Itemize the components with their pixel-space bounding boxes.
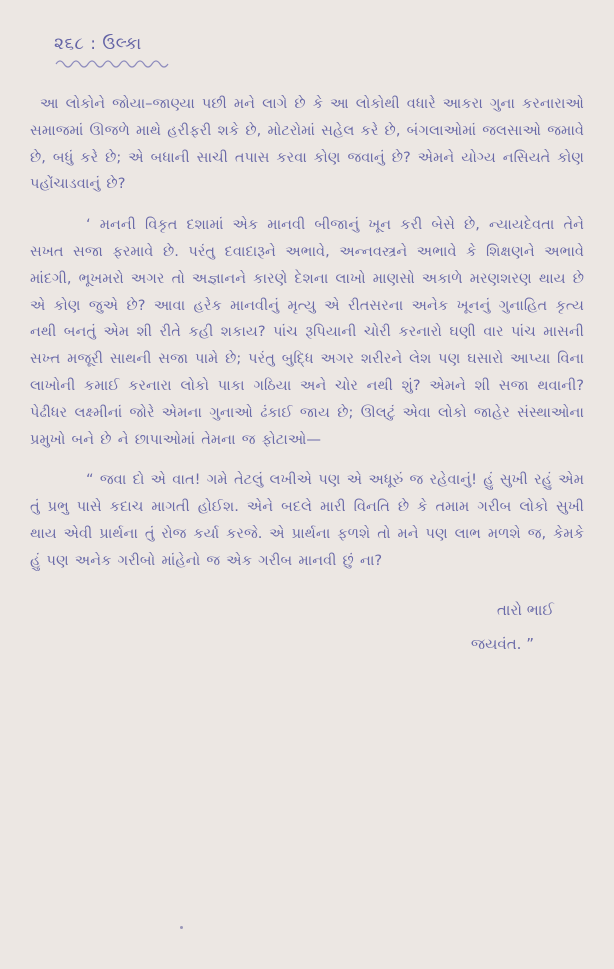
signature-name: જયવંત. ” [470,634,534,653]
paragraph-2: ‘ મનની વિકૃત દશામાં એક માનવી બીજાનું ખૂન કરી બેસે છે, ન્યાયદેવતા તેને સખત સજા ફરમાવે છે. પરંતુ દવાદારૂને અભાવે, અન્નવસ્ત્રને અભાવે કે શિક્ષણને અભાવે માંદગી, ભૂખમરો અગર તો અજ્ઞાનને કારણે દેશના લાખો માણસો અકાળે મરણશરણ થાય છે એ કોણ જુએ છે? આવા હરેક માનવીનું મૃત્યુ એ રીતસરના અનેક ખૂનનું ગુનાહિત કૃત્ય નથી બનતું એમ શી રીતે કહી શકાય? પાંચ રૂપિયાની ચોરી કરનારો ઘણી વાર પાંચ માસની સખ્ત મજૂરી સાથની સજા પામે છે; પરંતુ બુદ્ધિ અગર શરીરને લેશ પણ ઘસારો આપ્યા વિના લાખોની કમાઈ કરનારા લોકો પાકા ગઠિયા અને ચોર નથી શું? એમને શી સજા થવાની? પેઢીધર લક્ષ્મીનાં જોરે એમના ગુનાઓ ઢંકાઈ જાય છે; ઊલટું એવા લોકો જાહેર સંસ્થાઓના પ્રમુખો બને છે ને છાપાઓમાં તેમના જ ફોટાઓ— [30,216,584,448]
page-header: ૨૬૮ : ઉલ્કા [54,34,142,54]
letter-signoff [30,593,584,661]
paper-speck [180,926,183,929]
paragraph-3: “ જવા દો એ વાત! ગમે તેટલું લખીએ પણ એ અધૂરું જ રહેવાનું! હું સુખી રહું એમ તું પ્રભુ પાસે કદાચ માગતી હોઈશ. એને બદલે મારી વિનતિ છે કે તમામ ગરીબ લોકો સુખી થાય એવી પ્રાર્થના તું રોજ કર્યા કરજે. એ પ્રાર્થના ફળશે તો મને પણ લાભ મળશે જ, કેમકે હું પણ અનેક ગરીબો માંહેનો જ એક ગરીબ માનવી છું ના? [30,471,584,569]
closing-line: તારો ભાઈ [496,600,554,619]
paragraph-1: આ લોકોને જોયા–જાણ્યા પછી મને લાગે છે કે આ લોકોથી વધારે આકરા ગુના કરનારાઓ સમાજમાં ઊજળે માથે હરીફરી શકે છે, મોટરોમાં સહેલ કરે છે, બંગલાઓમાં જલસાઓ જમાવે છે, બધું કરે છે; એ બધાની સાચી તપાસ કરવા કોણ જવાનું છે? એમને યોગ્ય નસિયતે કોણ પહોંચાડવાનું છે? [30,95,584,193]
header-flourish-ornament [54,59,172,69]
